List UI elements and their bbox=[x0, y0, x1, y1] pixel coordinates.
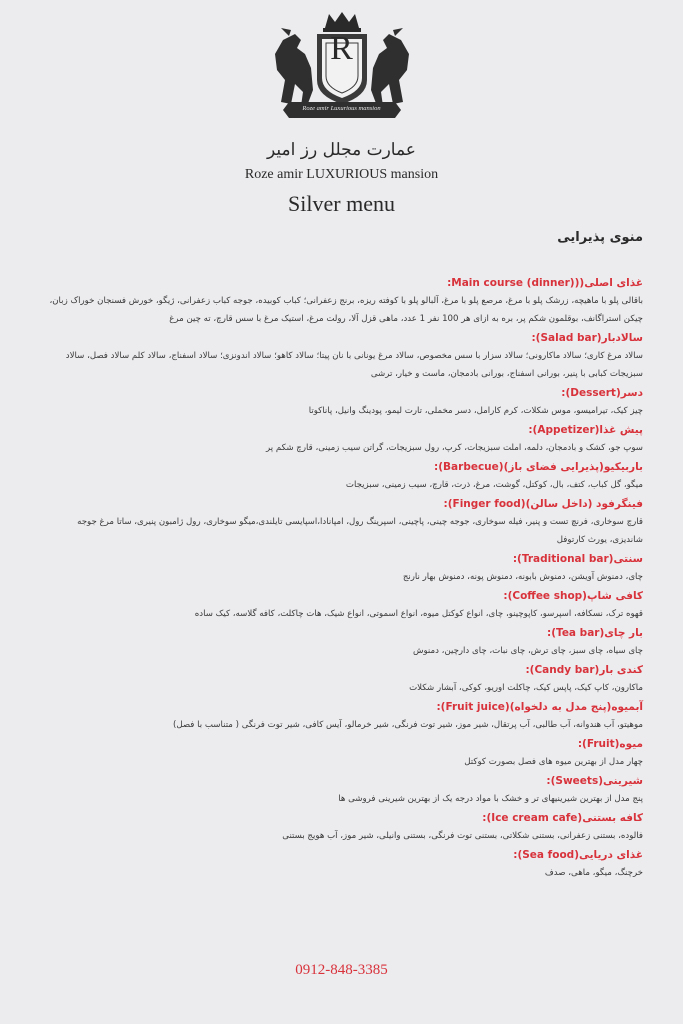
section-heading: غذای دریایی(Sea food): bbox=[513, 849, 643, 861]
section-items: سوپ جو، کشک و بادمجان، دلمه، املت سبزیجات، کرپ، رول سبزیجات، گراتن سیب زمینی، قارچ شکم پر bbox=[266, 443, 643, 453]
section-items: سالاد مرغ کاری؛ سالاد ماکارونی؛ سالاد سزار با سس مخصوص، سالاد مرغ یونانی با نان پیتا؛ سالاد کاهو؛ سالاد اندونزی؛ سالاد اسفناج، سالاد کلم سالاد فصل، سالاد سبزیجات کبابی با پنیر، بورانی اسفناج، بورانی بادمجان، ماست و خیار، ترشی bbox=[65, 351, 643, 379]
section-heading: کافی شاپ(Coffee shop): bbox=[503, 590, 643, 602]
venue-name-en: Roze amir LUXURIOUS mansion bbox=[244, 167, 439, 182]
section-items: چای، دمنوش آویشن، دمنوش بابونه، دمنوش پونه، دمنوش بهار نارنج bbox=[402, 572, 643, 582]
section-heading: کافه بستنی(Ice cream cafe): bbox=[482, 812, 643, 824]
menu-section-sea-food bbox=[43, 846, 643, 882]
logo-monogram: R bbox=[330, 30, 353, 67]
section-items: خرچنگ، میگو، ماهی، صدف bbox=[544, 868, 643, 878]
section-heading: شیرینی(Sweets): bbox=[546, 775, 643, 787]
section-heading: غذای اصلی((Main course (dinner): bbox=[447, 277, 643, 289]
menu-section-candy-bar bbox=[43, 661, 643, 697]
section-heading: کندی بار(Candy bar): bbox=[525, 664, 643, 676]
menu-subtitle: منوی پذیرایی bbox=[557, 230, 643, 245]
menu-section-ice-cream-cafe bbox=[43, 809, 643, 845]
section-items: قارچ سوخاری، فرنچ تست و پنیر، فیله سوخاری، جوجه چینی، پاچینی، اسپرینگ رول، امپانادا،اسپایسی تایلندی،میگو سوخاری، رول ژامبون پنیری، ساتا مرغ جوجه شاندیزی، یورث کارتوفل bbox=[77, 517, 643, 545]
menu-section-appetizer bbox=[43, 421, 643, 457]
menu-section-sweets bbox=[43, 772, 643, 808]
logo-ribbon-text: Roze amir Luxurious mansion bbox=[302, 105, 381, 112]
menu-title: Silver menu bbox=[288, 191, 395, 216]
section-heading: سالادبار(Salad bar): bbox=[531, 332, 643, 344]
section-items: قهوه ترک، نسکافه، اسپرسو، کاپوچینو، چای، انواع کوکتل میوه، انواع اسموتی، انواع شیک، هات چاکلت، کافه گلاسه، کیک ساده bbox=[194, 609, 643, 619]
section-heading: میوه(Fruit): bbox=[577, 738, 643, 750]
section-items: فالوده، بستنی زعفرانی، بستنی شکلاتی، بستنی توت فرنگی، بستنی وانیلی، شیر موز، آب هویج بستنی bbox=[282, 831, 643, 841]
section-items: باقالی پلو با ماهیچه، زرشک پلو با مرغ، مرصع پلو با مرغ، آلبالو پلو با کوفته ریزه، برنج زعفرانی؛ کباب کوبیده، جوجه کباب زعفرانی، ژیگو، خورش فسنجان خوراک زبان، چیکن استراگانف، بوقلمون شکم پر، بره به ازای هر 100 نفر 1 عدد، ماهی قزل آلا، رولت مرغ، استیک مرغ با سس قارچ، ته چین مرغ bbox=[49, 296, 643, 324]
menu-section-salad-bar bbox=[43, 329, 643, 383]
menu-section-finger-food bbox=[43, 495, 643, 549]
menu-sections bbox=[43, 274, 643, 883]
menu-section-fruit-juice bbox=[43, 698, 643, 734]
menu-section-barbecue bbox=[43, 458, 643, 494]
section-heading: پیش غذا(Appetizer): bbox=[528, 424, 643, 436]
menu-section-traditional-bar bbox=[43, 550, 643, 586]
menu-section-main-course bbox=[43, 274, 643, 328]
menu-section-tea-bar bbox=[43, 624, 643, 660]
section-heading: دسر(Dessert): bbox=[561, 387, 643, 399]
section-items: پنج مدل از بهترین شیرینیهای تر و خشک با مواد درجه یک از بهترین شیرینی فروشی ها bbox=[338, 794, 643, 804]
section-items: چای سیاه، چای سبز، چای ترش، چای نبات، چای دارچین، دمنوش bbox=[412, 646, 643, 656]
menu-section-dessert bbox=[43, 384, 643, 420]
menu-section-fruit bbox=[43, 735, 643, 771]
section-heading: بار چای(Tea bar): bbox=[547, 627, 643, 639]
section-heading: آبمیوه(پنج مدل به دلخواه)(Fruit juice): bbox=[436, 701, 643, 713]
section-items: موهیتو، آب هندوانه، آب طالبی، آب پرتقال، شیر موز، شیر توت فرنگی، شیر خرمالو، آیس کافی، شیر توت فرنگی ( متناسب با فصل) bbox=[172, 720, 643, 730]
section-items: میگو، گل کباب، کتف، بال، کوکتل، گوشت، مرغ، ذرت، قارچ، سیب زمینی، سبزیجات bbox=[345, 480, 643, 490]
section-items: ماکارون، کاپ کیک، پاپس کیک، چاکلت اوریو، کوکی، آبشار شکلات bbox=[409, 683, 643, 693]
section-heading: فینگرفود (داخل سالن)(Finger food): bbox=[443, 498, 643, 510]
section-heading: سنتی(Traditional bar): bbox=[512, 553, 643, 565]
section-items: چهار مدل از بهترین میوه های فصل بصورت کوکتل bbox=[464, 757, 643, 767]
menu-section-coffee-shop bbox=[43, 587, 643, 623]
contact-phone[interactable]: 0912-848-3385 bbox=[295, 962, 388, 978]
section-items: چیز کیک، تیرامیسو، موس شکلات، کرم کارامل، دسر مخملی، تارت لیمو، پودینگ وانیل، پاناکوتا bbox=[308, 406, 643, 416]
section-heading: باربیکیو(پذیرایی فضای باز)(Barbecue): bbox=[434, 461, 643, 473]
venue-name-fa: عمارت مجلل رز امیر bbox=[267, 140, 416, 160]
